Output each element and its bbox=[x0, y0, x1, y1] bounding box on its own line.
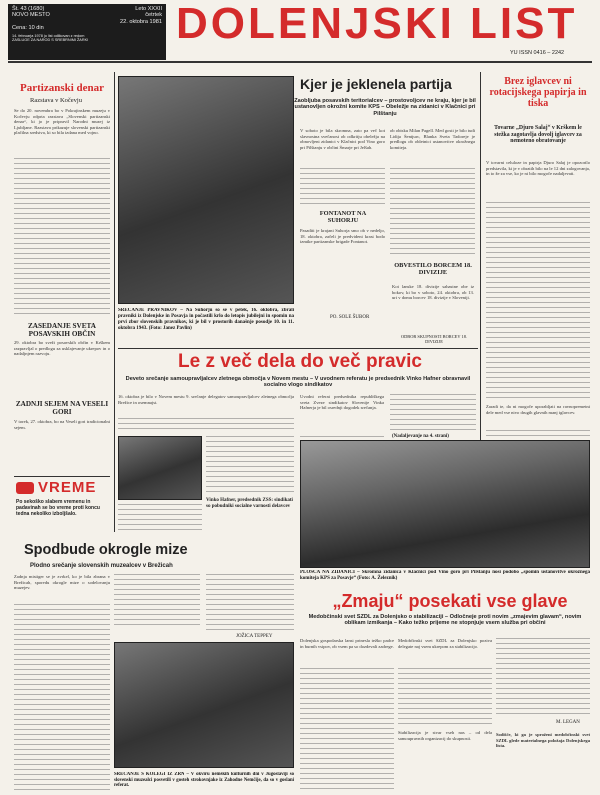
bottom-right-article-2: Medobčinski svet SZDL za Dolenjsko poziva delegate naj vsem ukrepom za stabilizacijo. bbox=[398, 638, 492, 649]
center-subhead-1: Zaobljuba posavskih teritorialcev – prostovoljcev ne kraju, kjer je bil ustanovljen okrožni komite KPS – Obeležje na zidanici v Klačnici pri Pilštanju bbox=[294, 98, 476, 117]
right-article-2: Zaradi te, da ni mogoče uporabljati na ravnopremetni dele med vse nivo drugih glavnih manj iglavcev. bbox=[486, 404, 590, 415]
right-headline: Brez iglavcev ni rotacijskega papirja in tiska bbox=[489, 76, 587, 109]
issue-date: 22. oktobra 1981 bbox=[120, 18, 162, 25]
notice-headline: OBVESTILO BORCEM 18. DIVIZIJE bbox=[394, 262, 472, 277]
bottom-left-article: Zadnja mistiger se je zvrkel, ko je bila zbrana v Brežicah, sporedu okrogle mize o sodelovanju muzejev. bbox=[14, 574, 110, 591]
left-subhead-1: Razstava v Kočevju bbox=[30, 97, 82, 104]
weather-icon bbox=[16, 482, 34, 494]
issue-number: Št. 43 (1680) bbox=[12, 6, 45, 12]
left-headline-1: Partizanski denar bbox=[20, 82, 105, 94]
center-article-col1: V soboto je bila skromna, zato pa več kot slavnostna svečanost ob odkritju obeležja na obnovljeni zidanici v Klačnici pod Vino goro pri Pilštanju v občini Šmarje pri Jelšah. bbox=[300, 128, 385, 150]
bottom-right-col1 bbox=[300, 668, 394, 790]
notice-signature: ODBOR SKUPNOSTI BORCEV 18. DIVIZIJE bbox=[400, 334, 468, 345]
fontanot-article: Pasaditi je krajani Suhorja smo ob v nedeljo, 18. oktobra, začeli je predvideni krast bodo izmike partizanske brigade Fontanot. bbox=[300, 228, 385, 245]
right-subhead: Tovarne „Djuro Salaj“ v Krškem le stežka zagotavlja dovolj iglavcev za nemoteno obratovanje bbox=[494, 125, 582, 145]
memorial-photo bbox=[300, 440, 590, 568]
bottom-left-article-col1 bbox=[14, 604, 110, 790]
bottom-right-signature: M. LEGAN bbox=[556, 720, 580, 725]
volume-year: Leto XXXII bbox=[135, 6, 162, 12]
left-headline-2: ZASEDANJE SVETA POSAVSKIH OBČIN bbox=[28, 322, 96, 338]
hafner-photo bbox=[118, 436, 202, 500]
center-article-col1-body bbox=[300, 168, 385, 206]
left-article-3: V torek, 27. oktobra, bo na Veseli gori tradicionalni sejem. bbox=[14, 419, 110, 430]
lawyers-photo bbox=[118, 76, 294, 304]
bottom-left-article-col3 bbox=[206, 574, 294, 632]
hafner-photo-caption: Vinko Hafner, predsednik ZSS: sindikati so pobudniki socialne varnosti delavcev bbox=[206, 498, 293, 509]
bottom-left-headline: Spodbude okrogle mize bbox=[24, 542, 188, 558]
center-article-col2: ob obisku Milan Pagell. Med gosti je bilo tudi Lidija Šentjurc, Blanka Sveta Tadoreje je predlogu ob obletnici ustanovitve okrožnega komiteja. bbox=[390, 128, 475, 150]
middle-article-2: Uvodni referat predsednika republiškega sveta Zveze sindikatov Slovenije Vinka Hafnerja je bil osrednji dogodek srečanja. bbox=[300, 394, 384, 411]
continuation-note: (Nadaljevanje na 4. strani) bbox=[392, 434, 449, 439]
bottom-left-signature: JOŽICA TEPPEY bbox=[236, 634, 273, 639]
left-divider bbox=[114, 72, 115, 532]
award-line-2: ZASLUGE ZA NAROD S SREBRNIMI ŽARKI bbox=[12, 38, 89, 43]
middle-headline: Le z več dela do več pravic bbox=[178, 351, 422, 372]
middle-article-1: 16. oktobra je bilo v Novem mestu 9. srečanje delegatov samoupravljalcev zletnega območja Brežice in osemnajst. bbox=[118, 394, 294, 405]
bottom-left-subhead: Plodno srečanje slovenskih muzealcev v Brežicah bbox=[30, 563, 173, 569]
masthead-info-box bbox=[8, 4, 166, 60]
masthead-rule bbox=[8, 61, 592, 63]
middle-article-2-left bbox=[206, 436, 294, 494]
bottom-right-headline: „Zmaju“ posekati vse glave bbox=[332, 591, 568, 611]
memorial-photo-caption: PLOŠČA NA ZIDANICI – Skromna zidanica v Klačnici pod Vino goro pri Pilštanju nosi podobo „spomin ustanovitve okrožnega komiteja KPS za Posavje“ (Foto: A. Železnik) bbox=[300, 570, 590, 581]
colleagues-photo-caption: SREČANJE S KOLEGI IZ ZRN – V okviru nemških kulturnih dni v Jugoslaviji so slovenski muzealci posvetili v gosteh strokovnjake iz Zahodne Nemčije, da so v goslani referat. bbox=[114, 772, 294, 789]
bottom-right-article-1: Dolenjska gospodarska lansi prinesla težko padce in burnih vsipov, ob vsem pa so dozdevali zadrege. bbox=[300, 638, 394, 649]
left-article-1-body bbox=[14, 158, 110, 318]
fontanot-signature: PO. SOLE ŠUBOR bbox=[330, 315, 370, 320]
weekday: četrtek bbox=[145, 12, 162, 19]
masthead-logo: DOLENJSKI LIST bbox=[176, 0, 578, 48]
middle-article-1-body bbox=[118, 418, 294, 432]
bottom-right-article-4: Sodišče, ki ga je sproženi medobčinski svet SZDL glede materialnega položaja Dolenjskega lista. bbox=[496, 732, 590, 749]
weather-box bbox=[14, 476, 110, 535]
left-article-2: 29. oktobra bo sveži posavskih občin v Krškem razpravljal o predlogu za usklajevanje ukrepov in o nadaljnjem razvoju. bbox=[14, 340, 110, 357]
lawyers-photo-caption: SREČANJE PRAVNIKOV – Na Suhorju so se v petek, 16. oktobra, zbrali pravniki iz Dolenjske in Posavja in počastili krlo do letopis jubilejni in spomin na prvi zbor slovenskih pravnikov, ki je bil v prostorih današnje posodje 10. in 11. oktobra 1943. (Foto: Janez Pavlin) bbox=[118, 308, 294, 331]
award-line-1: 14. februarja 1978 jo list odlikovan z redom bbox=[12, 33, 85, 38]
bottom-right-article-3: Stabilizacija je stvar vseh nas – od dela samoupravnih organizacij do skupnosti. bbox=[398, 730, 492, 741]
notice-text: Kot lanske 18. divizije sahastne obe iz bokov, ki bo v soboto, 24. oktobra, ob 13. uri v domu borcev 18. divizije v Sloveniji. bbox=[392, 284, 474, 301]
bottom-left-article-col2 bbox=[114, 574, 200, 626]
place: NOVO MESTO bbox=[12, 12, 50, 19]
middle-article-3-left bbox=[118, 504, 202, 532]
center-headline-1: Kjer je jeklenela partija bbox=[300, 76, 452, 92]
bottom-right-col2 bbox=[398, 668, 492, 728]
price: Cena: 10 din bbox=[12, 25, 44, 32]
left-article-1: Se do 20. novembra bo v Pokrajinskem muzeju v Kočevju odprta razstava „Slovenski partizanski denar“, ki jo je pripravil Narodni muzej iz Ljubljane. Razstava prikazuje slovenski partizanski plačilna sredstva, ki so bila izdana med vojno. bbox=[14, 108, 110, 136]
right-article-1: V tovarni celuloze in papirja Djuro Salaj je opozorilo predstavila, ki je v obratih bilo na le 12 dni zalogovanja, in to že za vse, ko je ni bilo mogoče nadaljevati. bbox=[486, 160, 590, 177]
middle-rule bbox=[118, 348, 478, 349]
bottom-right-col3 bbox=[496, 638, 590, 718]
weather-title: VREME bbox=[38, 479, 97, 496]
middle-subhead: Deveto srečanje samoupravljalcev zletnega območja v Novem mestu – V uvodnem referatu je predsednik Vinko Hafner obravnavil socialno vlogo sindikatov bbox=[125, 376, 471, 389]
center-article-col2-body bbox=[390, 168, 475, 258]
left-headline-3: ZADNJI SEJEM NA VESELI GORI bbox=[15, 400, 109, 416]
bottom-right-subhead: Medobčinski svet SZDL za Dolenjsko o stabilizaciji – Odločneje proti novim „zmajevim glavam“, novim oblikam izmikanja – Kako težko prijeme ne stopnjuje vsem služba pri občini bbox=[308, 614, 582, 627]
colleagues-photo bbox=[114, 642, 294, 768]
issn: YU ISSN 0416 – 2242 bbox=[510, 50, 565, 56]
fontanot-headline: FONTANOT NA SUHORJU bbox=[319, 210, 367, 224]
right-article-body bbox=[486, 202, 590, 402]
middle-article-col-right bbox=[390, 394, 476, 434]
weather-text: Po sekoško slabem vremenu in padavinah se bo vreme proti koncu tedna nekoliko izboljšalo. bbox=[16, 499, 100, 517]
